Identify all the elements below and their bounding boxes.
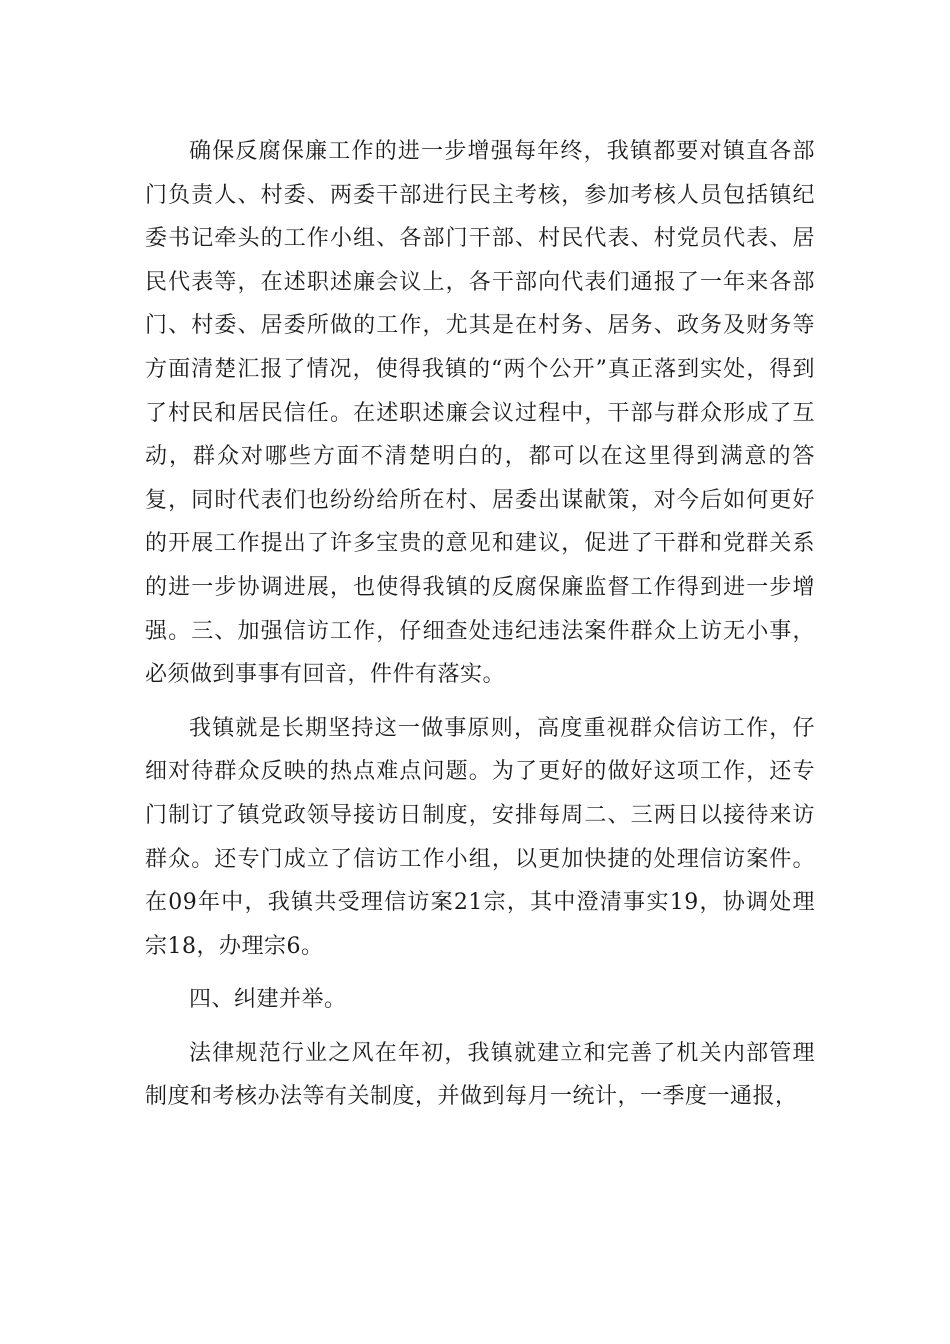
paragraph-1: 确保反腐保廉工作的进一步增强每年终，我镇都要对镇直各部门负责人、村委、两委干部进行民主考核，参加考核人员包括镇纪委书记牵头的工作小组、各部门干部、村民代表、村党员代表、居民代表等，在述职述廉会议上，各干部向代表们通报了一年来各部门、村委、居委所做的工作，尤其是在村务、居务、政务及财务等方面清楚汇报了情况，使得我镇的“两个公开”真正落到实处，得到了村民和居民信任。在述职述廉会议过程中，干部与群众形成了互动，群众对哪些方面不清楚明白的，都可以在这里得到满意的答复，同时代表们也纷纷给所在村、居委出谋献策，对今后如何更好的开展工作提出了许多宝贵的意见和建议，促进了干群和党群关系的进一步协调进展，也使得我镇的反腐保廉监督工作得到进一步增强。三、加强信访工作，仔细查处违纪违法案件群众上访无小事，必须做到事事有回音，件件有落实。 xyxy=(145,139,815,688)
paragraph-4: 法律规范行业之风在年初，我镇就建立和完善了机关内部管理制度和考核办法等有关制度，并做到每月一统计，一季度一通报， xyxy=(145,1040,815,1110)
paragraph-3: 四、纠建并举。 xyxy=(189,987,347,1013)
paragraph-2: 我镇就是长期坚持这一做事原则，高度重视群众信访工作，仔细对待群众反映的热点难点问题。为了更好的做好这项工作，还专门制订了镇党政领导接访日制度，安排每周二、三两日以接待来访群众。还专门成立了信访工作小组，以更加快捷的处理信访案件。在09年中，我镇共受理信访案21宗，其中澄清事实19，协调处理宗18，办理宗6。 xyxy=(145,715,815,959)
document-body xyxy=(145,130,815,1129)
